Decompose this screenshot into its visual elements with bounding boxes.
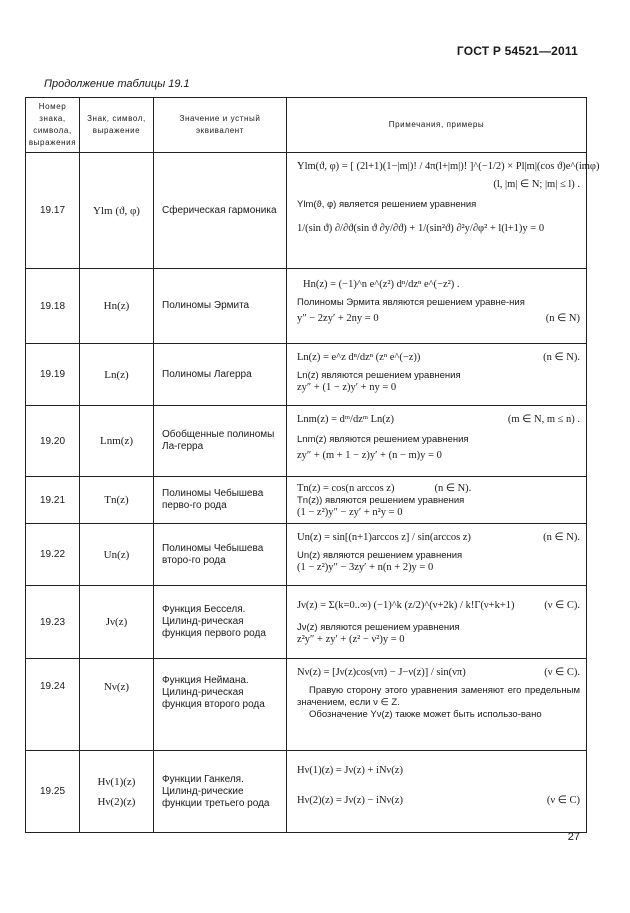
symbols-table	[25, 97, 600, 833]
table-row	[26, 477, 587, 524]
row-symbol: Nν(z)	[80, 659, 154, 751]
row-notes	[287, 344, 587, 406]
formula: Lnm(z) = dᵐ/dzᵐ Ln(z)	[297, 414, 394, 425]
note-text: Обозначение Yν(z) также может быть использо-вано	[309, 709, 542, 720]
hankel-symbol-1: Hν(1)(z)	[97, 775, 136, 788]
row-value: Полиномы Эрмита	[154, 269, 287, 344]
row-symbol: Ln(z)	[80, 344, 154, 406]
equation: zy″ + (m + 1 − z)y′ + (n − m)y = 0	[297, 450, 442, 461]
note-text: Tn(z)) являются решением уравнения	[297, 495, 465, 506]
table-row	[26, 406, 587, 477]
row-notes	[287, 751, 587, 833]
note-text: Un(z) являются решением уравнения	[297, 550, 463, 561]
row-number: 19.21	[26, 477, 80, 524]
note-text: Ln(z) являются решением уравнения	[297, 370, 461, 381]
table-row	[26, 269, 587, 344]
equation: z²y″ + zy′ + (z² − ν²)y = 0	[297, 634, 405, 645]
row-notes	[287, 406, 587, 477]
formula-condition: (l, |m| ∈ N; |m| ≤ l) .	[493, 179, 580, 190]
page-number: 27	[567, 831, 580, 843]
row-number: 19.22	[26, 524, 80, 586]
row-number: 19.23	[26, 586, 80, 659]
table-row	[26, 524, 587, 586]
row-value: Обобщенные полиномы Ла-герра	[154, 406, 287, 477]
condition: (m ∈ N, m ≤ n) .	[507, 414, 580, 425]
col-header-sym: Знак, символ, выражение	[80, 98, 154, 153]
row-symbol: Tn(z)	[80, 477, 154, 524]
note-text: Полиномы Эрмита являются решением уравне-ния	[297, 297, 525, 308]
equation: 1/(sin ϑ) ∂/∂ϑ(sin ϑ ∂y/∂ϑ) + 1/(sin²ϑ) ∂²y/∂φ² + l(l+1)y = 0	[297, 223, 545, 234]
row-notes	[287, 269, 587, 344]
condition: (ν ∈ C).	[544, 667, 580, 678]
formula: Hν(1)(z) = Jν(z) + iNν(z)	[297, 765, 403, 776]
row-number: 19.20	[26, 406, 80, 477]
standard-id: ГОСТ Р 54521—2011	[456, 44, 578, 58]
row-value: Полиномы Чебышева перво-го рода	[154, 477, 287, 524]
formula: Tn(z) = cos(n arccos z)	[297, 483, 395, 494]
table-row	[26, 344, 587, 406]
note-text: Lnm(z) являются решением уравнения	[297, 434, 469, 445]
row-symbol	[80, 751, 154, 833]
hankel-symbol-2: Hν(2)(z)	[97, 795, 136, 808]
equation: (1 − z²)y″ − zy′ + n²y = 0	[297, 507, 403, 518]
formula: Un(z) = sin[(n+1)arccos z] / sin(arccos z)	[297, 532, 471, 543]
row-notes	[287, 524, 587, 586]
row-notes	[287, 659, 587, 751]
note-text: Jν(z) являются решением уравнения	[297, 622, 460, 633]
table-row	[26, 153, 587, 269]
table-header-row	[26, 98, 587, 153]
row-symbol: Un(z)	[80, 524, 154, 586]
equation: zy″ + (1 − z)y′ + ny = 0	[297, 382, 397, 393]
row-value: Функции Ганкеля. Цилинд-рические функции третьего рода	[154, 751, 287, 833]
row-value: Полиномы Лагерра	[154, 344, 287, 406]
col-header-num: Номер знака, символа, выражения	[26, 98, 80, 153]
row-value: Полиномы Чебышева второ-го рода	[154, 524, 287, 586]
condition: (ν ∈ C).	[544, 600, 580, 611]
table-row	[26, 659, 587, 751]
row-notes	[287, 586, 587, 659]
condition: (n ∈ N).	[434, 483, 472, 494]
row-number: 19.18	[26, 269, 80, 344]
table-row	[26, 751, 587, 833]
condition: (ν ∈ C)	[546, 795, 580, 806]
row-notes	[287, 477, 587, 524]
condition: (n ∈ N).	[543, 352, 580, 363]
col-header-notes: Примечания, примеры	[287, 98, 587, 153]
condition: (n ∈ N).	[543, 532, 580, 543]
row-symbol: Hn(z)	[80, 269, 154, 344]
formula: Nν(z) = [Jν(z)cos(νπ) − J−ν(z)] / sin(νπ)	[297, 667, 466, 678]
formula: Jν(z) = Σ(k=0..∞) (−1)^k (z/2)^(ν+2k) / k!Γ(ν+k+1)	[297, 600, 515, 611]
row-notes	[287, 153, 600, 269]
formula: Ln(z) = e^z dⁿ/dzⁿ (zⁿ e^(−z))	[297, 352, 421, 363]
row-value: Функция Бесселя. Цилинд-рическая функция первого рода	[154, 586, 287, 659]
formula: Hν(2)(z) = Jν(z) − iNν(z)	[297, 795, 403, 806]
row-number: 19.19	[26, 344, 80, 406]
table-row	[26, 586, 587, 659]
row-value: Функция Неймана. Цилинд-рическая функция второго рода	[154, 659, 287, 751]
row-symbol: Jν(z)	[80, 586, 154, 659]
row-symbol: Ylm (ϑ, φ)	[80, 153, 154, 269]
table-caption: Продолжение таблицы 19.1	[44, 78, 190, 90]
formula: Hn(z) = (−1)^n e^(z²) dⁿ/dzⁿ e^(−z²) .	[303, 279, 460, 290]
row-number: 19.17	[26, 153, 80, 269]
col-header-value: Значение и устный эквивалент	[154, 98, 287, 153]
equation: (1 − z²)y″ − 3zy′ + n(n + 2)y = 0	[297, 562, 434, 573]
note-text: Правую сторону этого уравнения заменяют его предельным значением, если ν ∈ Z.	[297, 685, 580, 708]
row-value: Сферическая гармоника	[154, 153, 287, 269]
equation: y″ − 2zy′ + 2ny = 0	[297, 313, 379, 324]
condition: (n ∈ N)	[545, 313, 580, 324]
row-number: 19.25	[26, 751, 80, 833]
note-text: Ylm(ϑ, φ) является решением уравнения	[297, 199, 477, 210]
row-symbol: Lnm(z)	[80, 406, 154, 477]
row-number: 19.24	[26, 659, 80, 751]
formula: Ylm(ϑ, φ) = [ (2l+1)(1−|m|)! / 4π(l+|m|)! ]^(−1/2) × Pl|m|(cos ϑ)e^(imφ)	[297, 161, 600, 172]
